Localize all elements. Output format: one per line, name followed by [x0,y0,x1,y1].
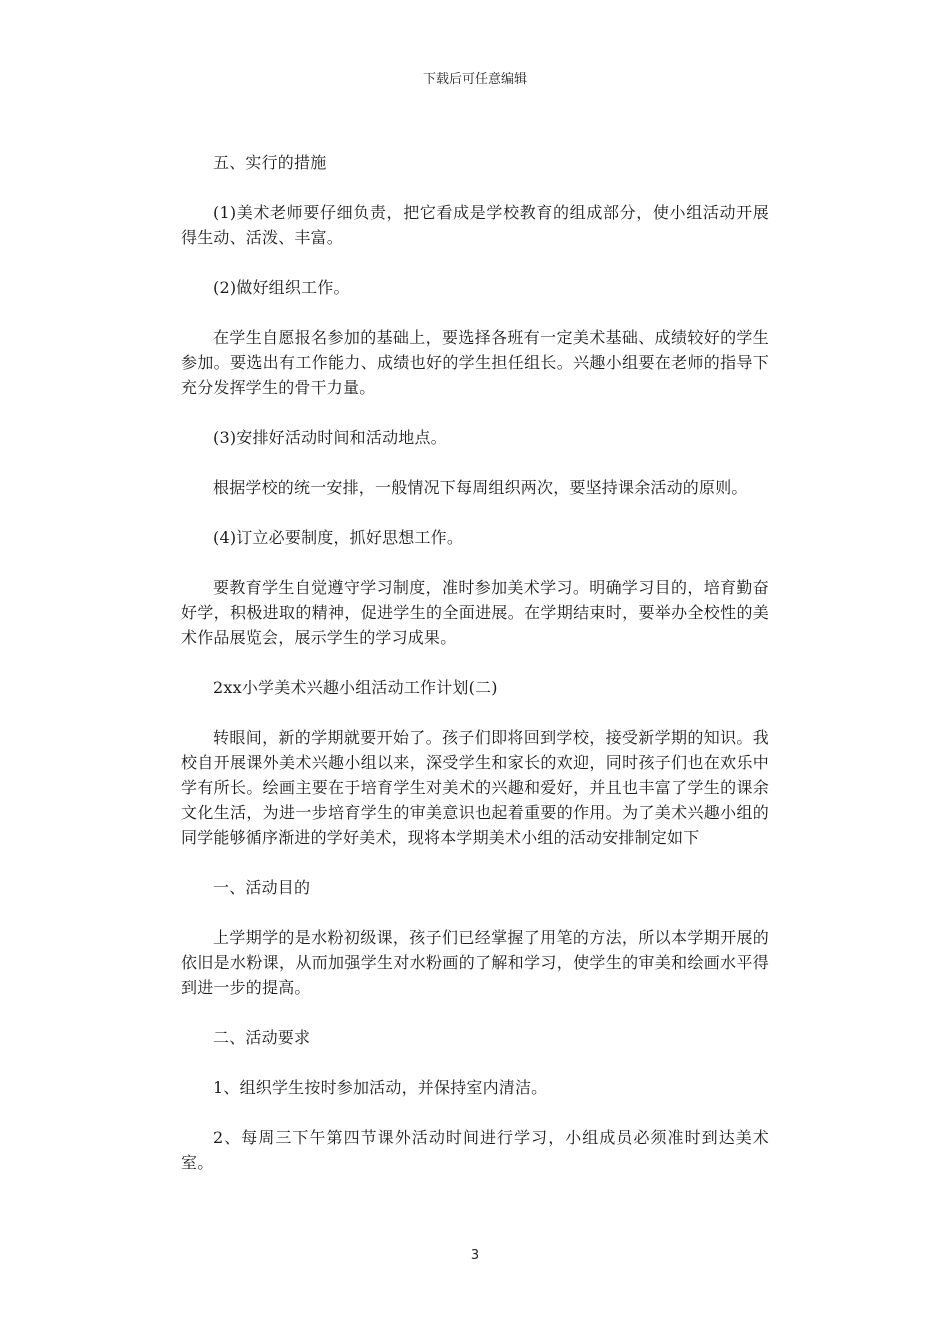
paragraph: (2)做好组织工作。 [213,278,350,297]
paragraph: 转眼间，新的学期就要开始了。孩子们即将回到学校，接受新学期的知识。我校自开展课外美术兴趣小组以来，深受学生和家长的欢迎，同时孩子们也在欢乐中学有所长。绘画主要在于培育学生对美术的兴趣和爱好，并且也丰富了学生的课余文化生活，为进一步培育学生的审美意识也起着重要的作用。为了美术兴趣小组的同学能够循序渐进的学好美术，现将本学期美术小组的活动安排制定如下 [181,728,769,847]
paragraph: 根据学校的统一安排，一般情况下每周组织两次，要坚持课余活动的原则。 [213,478,748,497]
paragraph: 上学期学的是水粉初级课，孩子们已经掌握了用笔的方法，所以本学期开展的依旧是水粉课，从而加强学生对水粉画的了解和学习，使学生的审美和绘画水平得到进一步的提高。 [181,928,769,997]
list-item: 2、每周三下午第四节课外活动时间进行学习，小组成员必须准时到达美术室。 [181,1128,769,1172]
paragraph: (1)美术老师要仔细负责，把它看成是学校教育的组成部分，使小组活动开展得生动、活泼、丰富。 [181,203,769,247]
document-body [181,150,769,1200]
plan-title: 2xx小学美术兴趣小组活动工作计划(二) [213,678,498,697]
list-item: 1、组织学生按时参加活动，并保持室内清洁。 [213,1078,548,1097]
paragraph: (4)订立必要制度，抓好思想工作。 [213,528,464,547]
paragraph: 在学生自愿报名参加的基础上，要选择各班有一定美术基础、成绩较好的学生参加。要选出有工作能力、成绩也好的学生担任组长。兴趣小组要在老师的指导下充分发挥学生的骨干力量。 [181,328,769,397]
section-heading-requirements: 二、活动要求 [213,1028,311,1047]
page-number: 3 [470,1248,480,1263]
section-heading-purpose: 一、活动目的 [213,878,311,897]
section-heading-measures: 五、实行的措施 [213,153,327,172]
paragraph: 要教育学生自觉遵守学习制度，准时参加美术学习。明确学习目的，培育勤奋好学，积极进取的精神，促进学生的全面进展。在学期结束时，要举办全校性的美术作品展览会，展示学生的学习成果。 [181,578,769,647]
paragraph: (3)安排好活动时间和活动地点。 [213,428,447,447]
header-note: 下载后可任意编辑 [422,72,527,87]
